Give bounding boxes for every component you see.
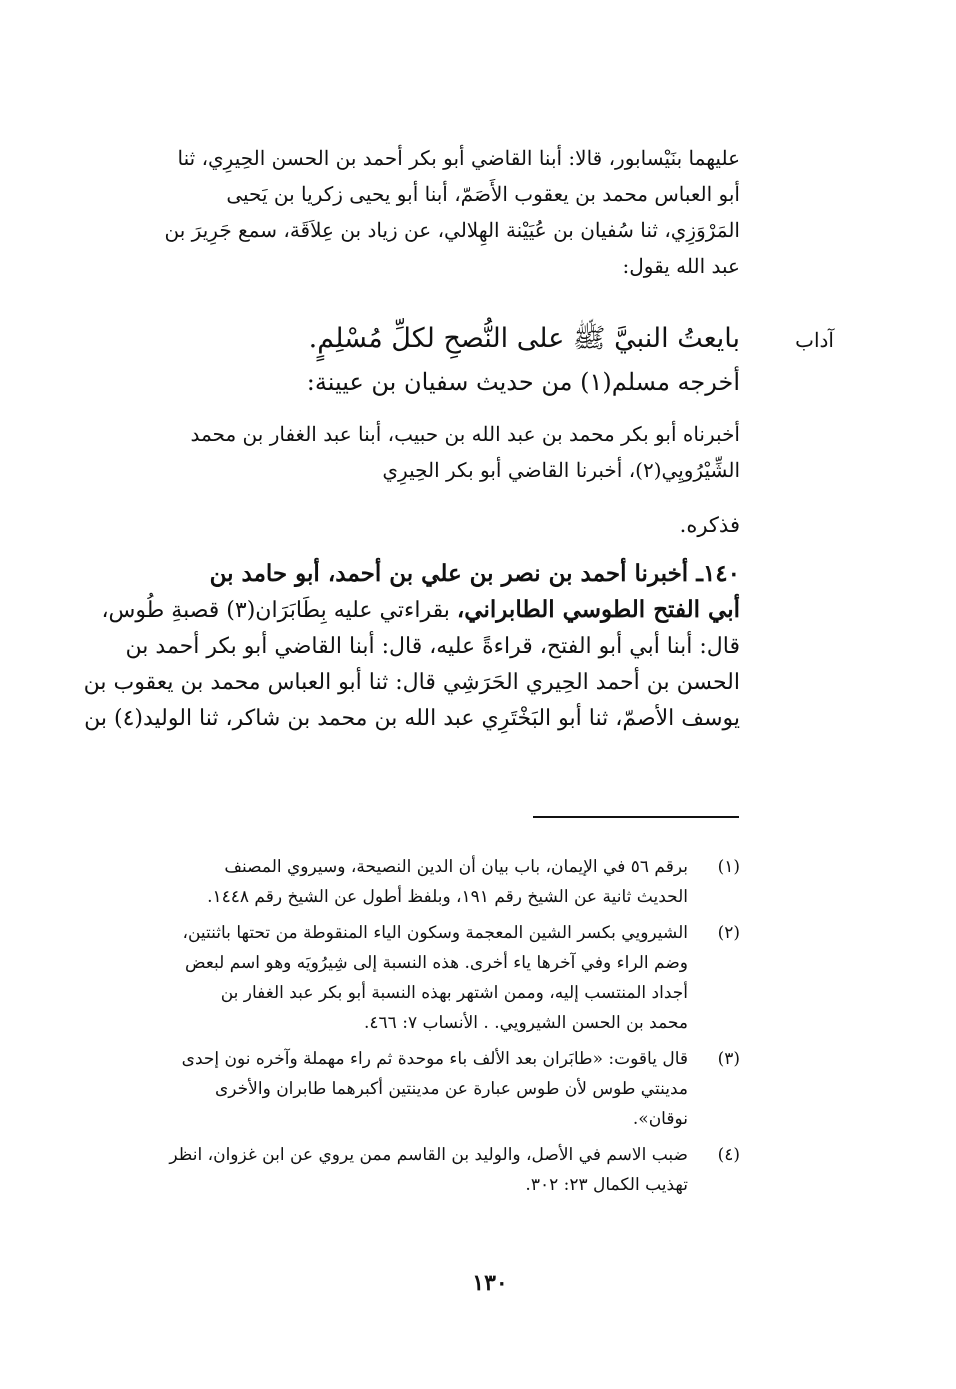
bold-narrator: أبي الفتح الطوسي الطابراني، <box>456 596 740 623</box>
footnote-line: وضم الراء وفي آخرها ياء أخرى. هذه النسبة إلى شِيرُويَه وهو اسم لبعض <box>185 953 688 973</box>
text-line: قال: أبنا أبي أبو الفتح، قراءةً عليه، قال: أبنا القاضي أبو بكر أحمد بن <box>125 634 740 659</box>
footnote <box>128 918 740 1038</box>
footnote-line: ضبب الاسم في الأصل، والوليد بن القاسم ممن يروي عن ابن غزوان، انظر <box>169 1145 688 1165</box>
takhrij-text <box>220 362 740 402</box>
text-span: بقراءتي عليه بِطَابَرَان(٣) قصبةِ طُوس، <box>101 598 450 623</box>
footnote-number: (١) <box>717 857 740 877</box>
intro-paragraph <box>128 140 740 284</box>
text-line <box>101 592 740 629</box>
footnote-line: أجداد المنتسب إليه، وممن اشتهر بهذه النسبة أبو بكر عبد الغفار بن <box>220 983 688 1003</box>
footnote-line: نوقان». <box>632 1109 688 1129</box>
footnote-line: تهذيب الكمال ٢٣: ٣٠٢. <box>525 1175 688 1195</box>
footnote-line: قال ياقوت: «طابَران بعد الألف باء موحدة ثم راء مهملة وآخره نون إحدى <box>181 1049 688 1069</box>
text-line: أبو العباس محمد بن يعقوب الأَصَمّ، أبنا أبو يحيى زكريا بن يَحيى <box>226 182 740 206</box>
page-number: ١٣٠ <box>472 1270 508 1296</box>
footnote-line: برقم ٥٦ في الإيمان، باب بيان أن الدين النصيحة، وسيروي المصنف <box>224 857 688 877</box>
footnote-number: (٤) <box>717 1145 740 1165</box>
text-line: المَرْوَزِي، ثنا سُفيان بن عُيَيْنة الهِلالي، عن زياد بن عِلاَقَة، سمع جَرِيرَ بن <box>164 218 740 242</box>
text-line: أخبرناه أبو بكر محمد بن عبد الله بن حبيب، أبنا عبد الغفار بن محمد <box>190 422 740 446</box>
text-line: ١٤٠ـ أخبرنا أحمد بن نصر بن علي بن أحمد، أبو حامد بن <box>209 560 740 587</box>
footnote <box>128 1140 740 1200</box>
text-line: الشِّيْرُويِي(٢)، أخبرنا القاضي أبو بكر الحِيرِي <box>382 458 740 482</box>
footnote-number: (٣) <box>717 1049 740 1069</box>
text-line: عليهما بنَيْسابور، قالا: أبنا القاضي أبو بكر أحمد بن الحسن الحِيرِي، ثنا <box>177 146 740 170</box>
dhakara-text: فذكره. <box>679 513 740 537</box>
footnotes <box>128 852 740 1206</box>
margin-note: آداب <box>795 328 834 352</box>
hadith-140-paragraph <box>83 556 740 737</box>
footnote <box>128 852 740 912</box>
text-line: عبد الله يقول: <box>622 254 740 278</box>
text-line: أخرجه مسلم(١) من حديث سفيان بن عيينة: <box>306 368 740 396</box>
hadith-text <box>180 318 740 360</box>
text-line: يوسف الأصمّ، ثنا أبو البَخْتَرِي عبد الله بن محمد بن شاكر، ثنا الوليد(٤) بن <box>84 706 740 731</box>
footnote-line: محمد بن الحسن الشيرويي. . الأنساب ٧: ٤٦٦. <box>364 1013 688 1033</box>
chain-paragraph <box>128 416 740 488</box>
footnote-line: الشيرويي بكسر الشين المعجمة وسكون الياء المنقوطة من تحتها باثنتين، <box>182 923 688 943</box>
footnote <box>128 1044 740 1134</box>
text-line: الحسن بن أحمد الحِيري الحَرَشِي قال: ثنا أبو العباس محمد بن يعقوب بن <box>83 670 740 695</box>
footnote-separator <box>533 816 739 818</box>
footnote-number: (٢) <box>717 923 740 943</box>
text-line: بايعتُ النبيَّ ﷺ على النُّصحِ لكلِّ مُسْلِمٍ. <box>308 323 740 354</box>
footnote-line: مدينتي طوس لأن طوس عبارة عن مدينتين أكبرهما طابران والأخرى <box>214 1079 688 1099</box>
footnote-line: الحديث ثانية عن الشيخ رقم ١٩١، وبلفظ أطول عن الشيخ رقم ١٤٤٨. <box>207 887 688 907</box>
